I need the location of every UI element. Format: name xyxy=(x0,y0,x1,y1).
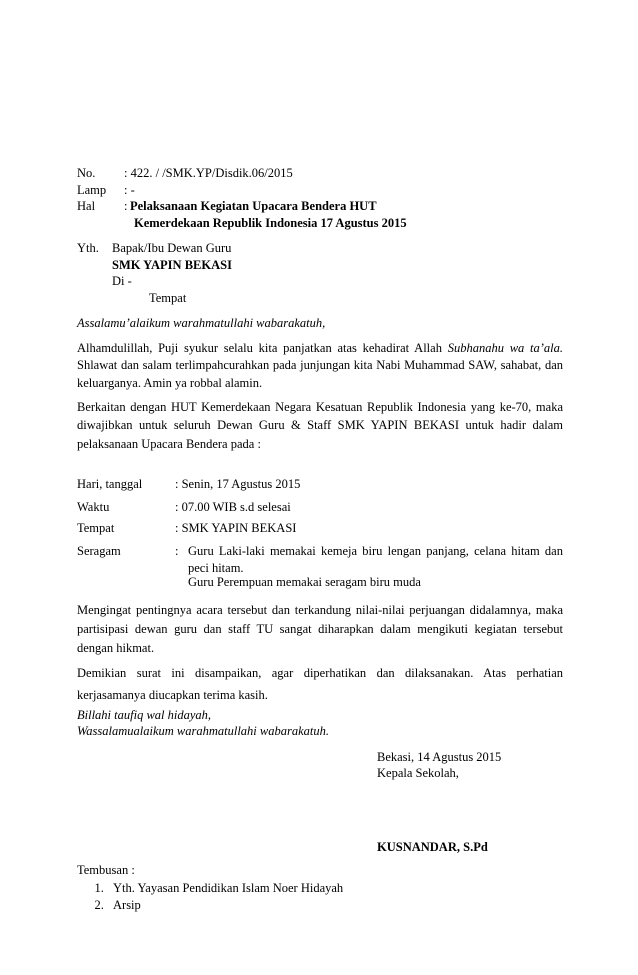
signer-position: Kepala Sekolah, xyxy=(377,766,459,780)
yth-label: Yth. xyxy=(77,241,99,255)
paragraph-3-line-1: Mengingat pentingnya acara tersebut dan terkandung nilai-nilai perjuangan didalamnya, maka xyxy=(77,603,563,617)
paragraph-3-line-2: partisipasi dewan guru dan staff TU sangat diharapkan dalam mengikuti kegiatan tersebut xyxy=(77,622,563,636)
hal-label: Hal xyxy=(77,199,96,213)
seragam-line-1: Guru Laki-laki memakai kemeja biru lengan panjang, celana hitam dan xyxy=(188,544,563,558)
hari-value: : Senin, 17 Agustus 2015 xyxy=(175,477,301,491)
tembusan-label: Tembusan : xyxy=(77,863,135,877)
seragam-label: Seragam xyxy=(77,544,121,558)
paragraph-2-line-1: Berkaitan dengan HUT Kemerdekaan Negara Kesatuan Republik Indonesia yang ke-70, maka xyxy=(77,400,563,414)
paragraph-4-line-1: Demikian surat ini disampaikan, agar diperhatikan dan dilaksanakan. Atas perhatian xyxy=(77,666,563,680)
paragraph-1-line-1 xyxy=(77,341,563,356)
paragraph-1-line-3: keluarganya. Amin ya robbal alamin. xyxy=(77,376,263,390)
recipient-tempat: Tempat xyxy=(149,291,187,305)
waktu-label: Waktu xyxy=(77,500,110,514)
lamp-value: : - xyxy=(124,183,135,197)
seragam-line-2: peci hitam. xyxy=(188,561,244,575)
tempat-label: Tempat xyxy=(77,521,115,535)
subject-line-2: Kemerdekaan Republik Indonesia 17 Agustus 2015 xyxy=(134,216,407,230)
place-date: Bekasi, 14 Agustus 2015 xyxy=(377,750,502,764)
paragraph-4-line-2: kerjasamanya diucapkan terima kasih. xyxy=(77,688,268,702)
closing-salam: Wassalamualaikum warahmatullahi wabarakatuh. xyxy=(77,724,329,738)
lamp-label: Lamp xyxy=(77,183,107,197)
hari-label: Hari, tanggal xyxy=(77,477,143,491)
p1-l1-text: Alhamdulillah, Puji syukur selalu kita panjatkan atas kehadirat Allah xyxy=(77,341,442,355)
waktu-value: : 07.00 WIB s.d selesai xyxy=(175,500,291,514)
signer-name: KUSNANDAR, S.Pd xyxy=(377,840,488,854)
list-item: 1. Yth. Yayasan Pendidikan Islam Noer Hidayah xyxy=(107,880,343,897)
billahi-line: Billahi taufiq wal hidayah, xyxy=(77,708,212,722)
greeting: Assalamu’alaikum warahmatullahi wabarakatuh, xyxy=(77,316,326,330)
list-item: 2. Arsip xyxy=(107,897,343,914)
subject-line-1: Pelaksanaan Kegiatan Upacara Bendera HUT xyxy=(130,199,377,213)
paragraph-1-line-2: Shlawat dan salam terlimpahcurahkan pada junjungan kita Nabi Muhammad SAW, sahabat, dan xyxy=(77,358,563,372)
recipient-di: Di - xyxy=(112,274,132,288)
recipient-line-1: Bapak/Ibu Dewan Guru xyxy=(112,241,232,255)
hal-colon: : xyxy=(124,199,128,213)
seragam-line-3: Guru Perempuan memakai seragam biru muda xyxy=(188,575,421,589)
recipient-school: SMK YAPIN BEKASI xyxy=(112,258,232,272)
seragam-colon: : xyxy=(175,544,179,558)
paragraph-3-line-3: dengan hikmat. xyxy=(77,641,155,655)
paragraph-2-line-2: diwajibkan untuk seluruh Dewan Guru & Staff SMK YAPIN BEKASI untuk hadir dalam xyxy=(77,418,563,432)
paragraph-2-line-3: pelaksanaan Upacara Bendera pada : xyxy=(77,437,261,451)
tempat-value: : SMK YAPIN BEKASI xyxy=(175,521,297,535)
p1-l1-italic: Subhanahu wa ta’ala. xyxy=(447,341,564,355)
no-value: : 422. / /SMK.YP/Disdik.06/2015 xyxy=(124,166,293,180)
no-label: No. xyxy=(77,166,96,180)
tembusan-list xyxy=(77,880,343,914)
